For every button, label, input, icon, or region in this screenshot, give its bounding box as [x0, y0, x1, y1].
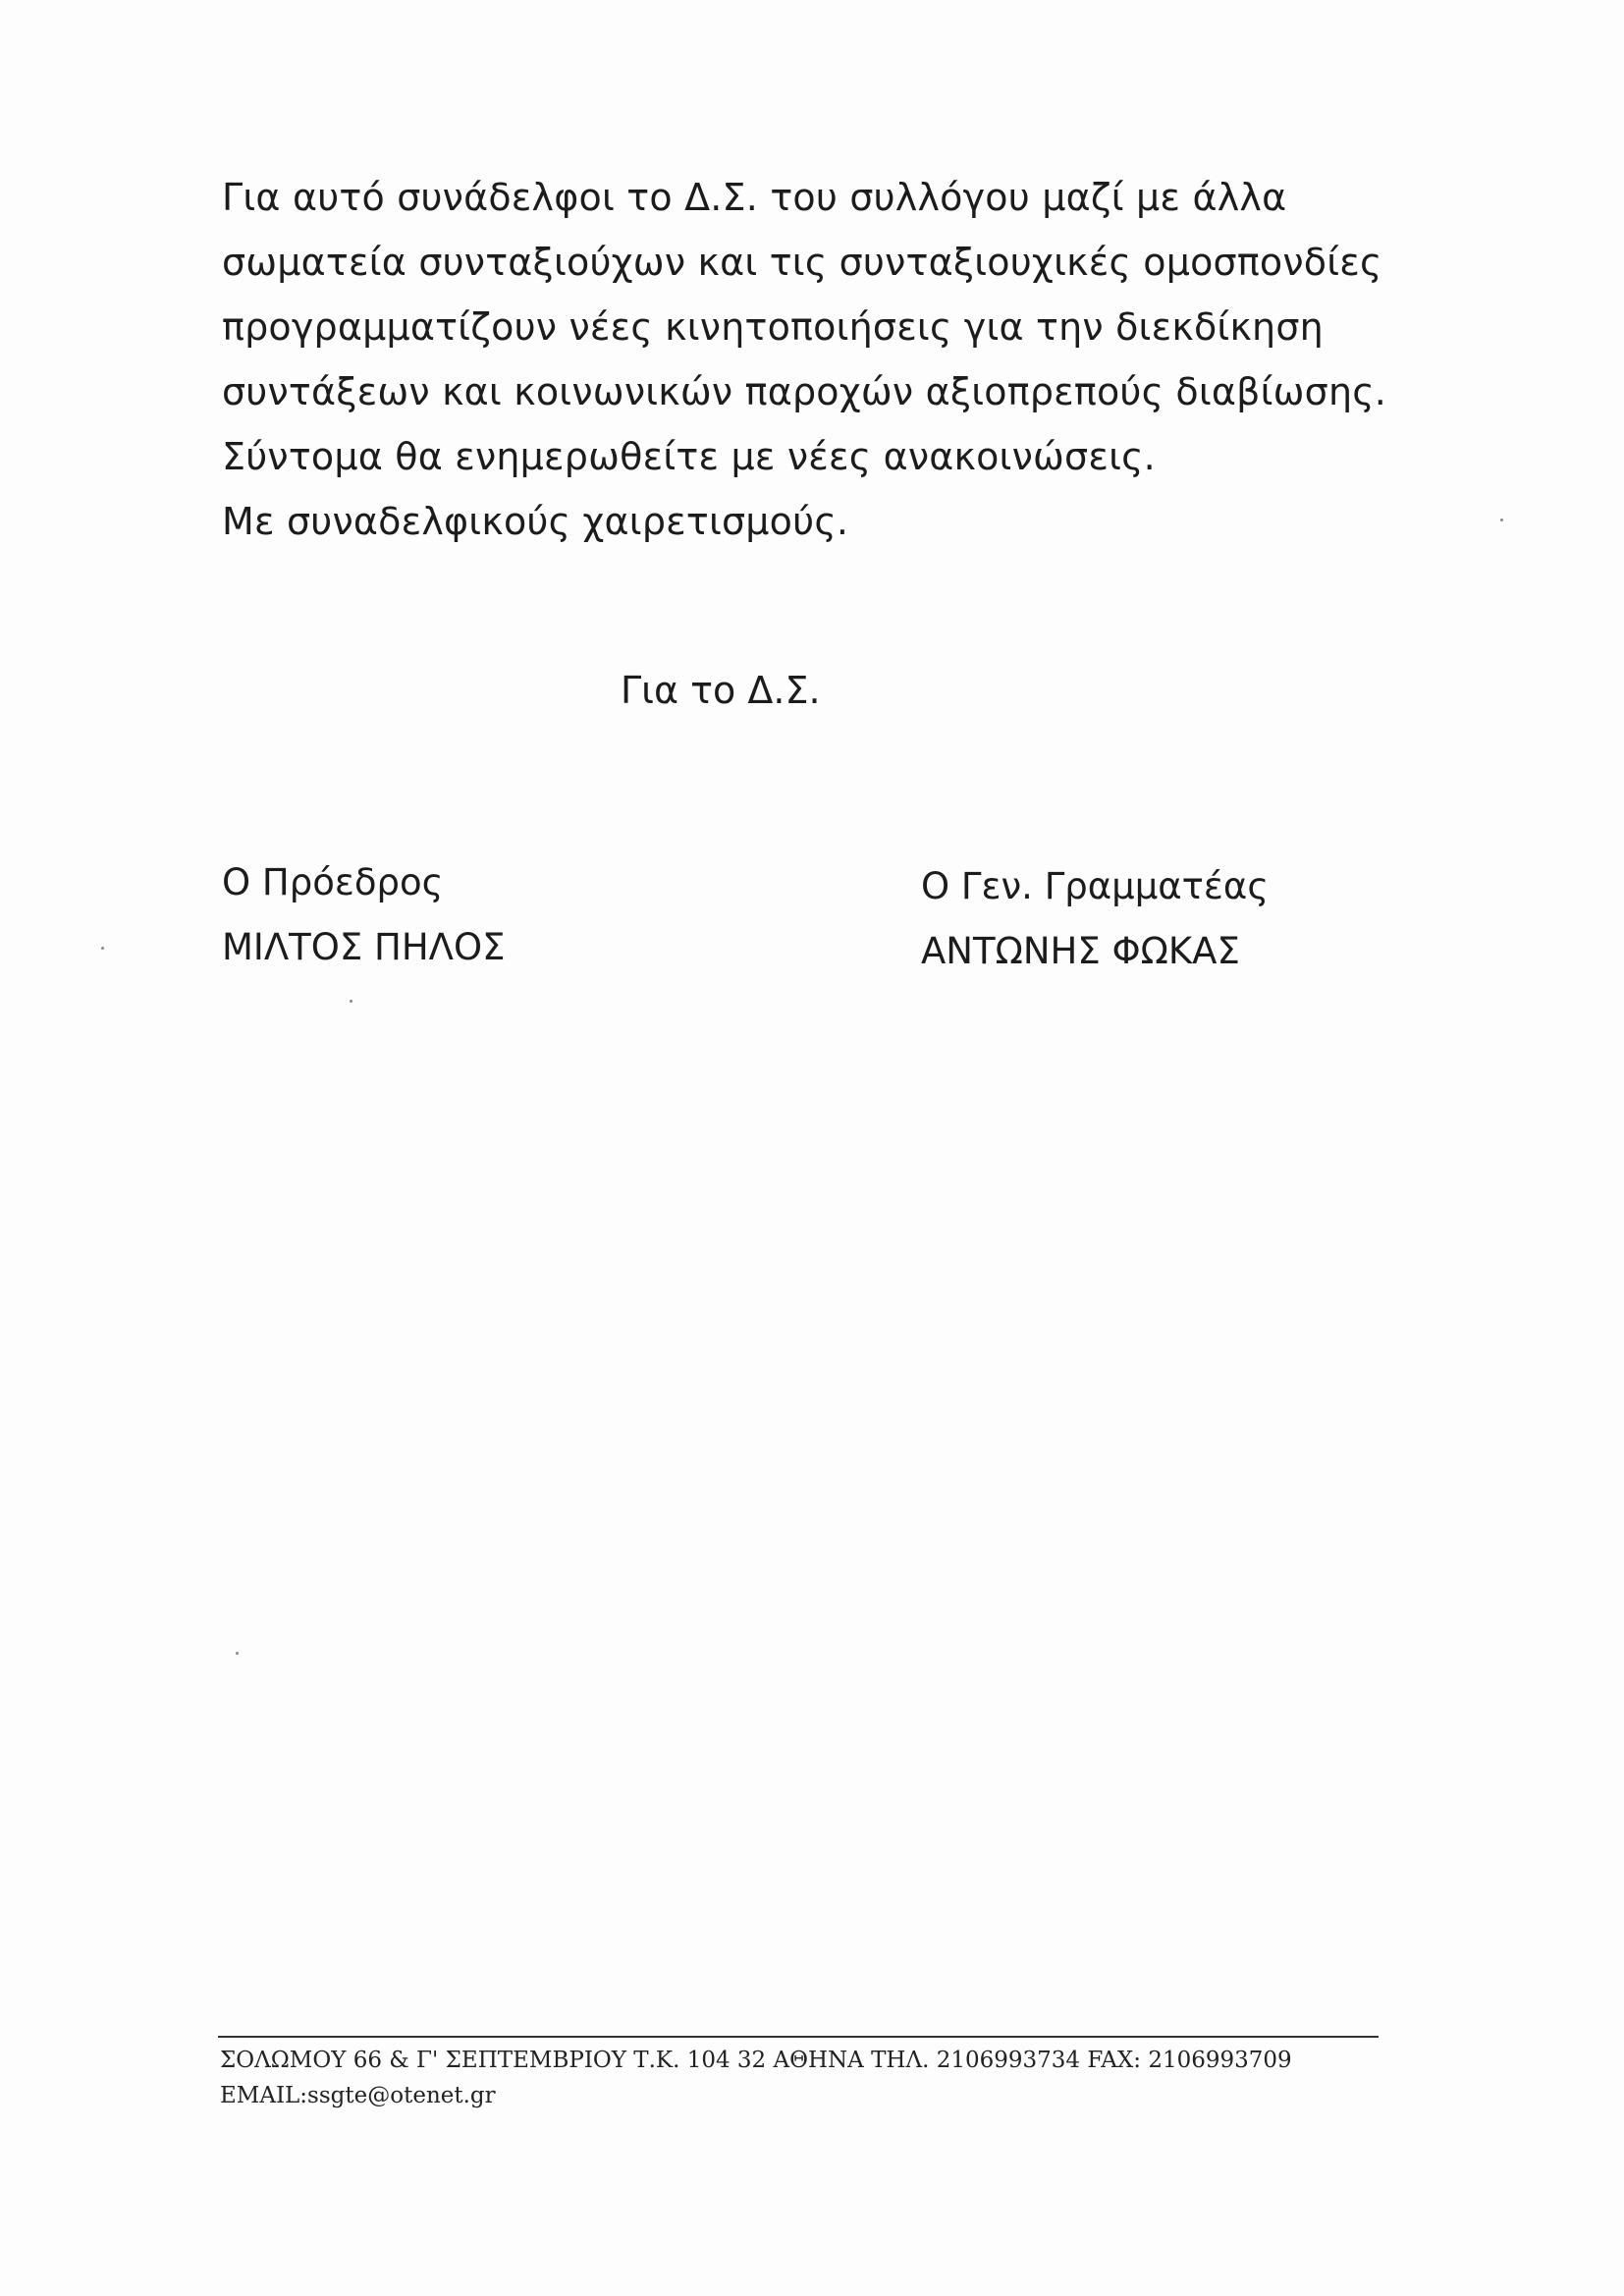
scan-speck — [350, 1000, 352, 1003]
scan-speck — [101, 947, 104, 950]
footer — [220, 2043, 1292, 2113]
footer-divider — [218, 2036, 1379, 2038]
footer-email: EMAIL:ssgte@otenet.gr — [220, 2083, 496, 2108]
signature-role: Ο Πρόεδρος — [222, 861, 444, 903]
signature-role: Ο Γεν. Γραμματέας — [921, 865, 1270, 907]
signature-secretary — [921, 854, 1269, 984]
body-line: Με συναδελφικούς χαιρετισμούς. — [222, 500, 849, 543]
body-line: σωματεία συνταξιούχων και τις συνταξιουχικές ομοσπονδίες — [222, 241, 1382, 284]
body-line: Για αυτό συνάδελφοι το Δ.Σ. του συλλόγου μαζί με άλλα — [222, 176, 1287, 219]
closing-line: Για το Δ.Σ. — [621, 669, 821, 712]
body-line: συντάξεων και κοινωνικών παροχών αξιοπρεπούς διαβίωσης. — [222, 370, 1387, 413]
footer-address: ΣΟΛΩΜΟΥ 66 & Γ' ΣΕΠΤΕΜΒΡΙΟΥ Τ.Κ. 104 32 ΑΘΗΝΑ ΤΗΛ. 2106993734 FAX: 2106993709 — [220, 2048, 1292, 2073]
signature-name: ΜΙΛΤΟΣ ΠΗΛΟΣ — [222, 926, 506, 968]
body-line: προγραμματίζουν νέες κινητοποιήσεις για την διεκδίκηση — [222, 305, 1324, 349]
body-line: Σύντομα θα ενημερωθείτε με νέες ανακοινώσεις. — [222, 435, 1156, 478]
signature-president — [222, 850, 505, 980]
scan-speck — [1500, 519, 1503, 521]
scan-speck — [236, 1652, 239, 1655]
signature-name: ΑΝΤΩΝΗΣ ΦΩΚΑΣ — [921, 930, 1240, 972]
letter-body — [222, 165, 1449, 554]
